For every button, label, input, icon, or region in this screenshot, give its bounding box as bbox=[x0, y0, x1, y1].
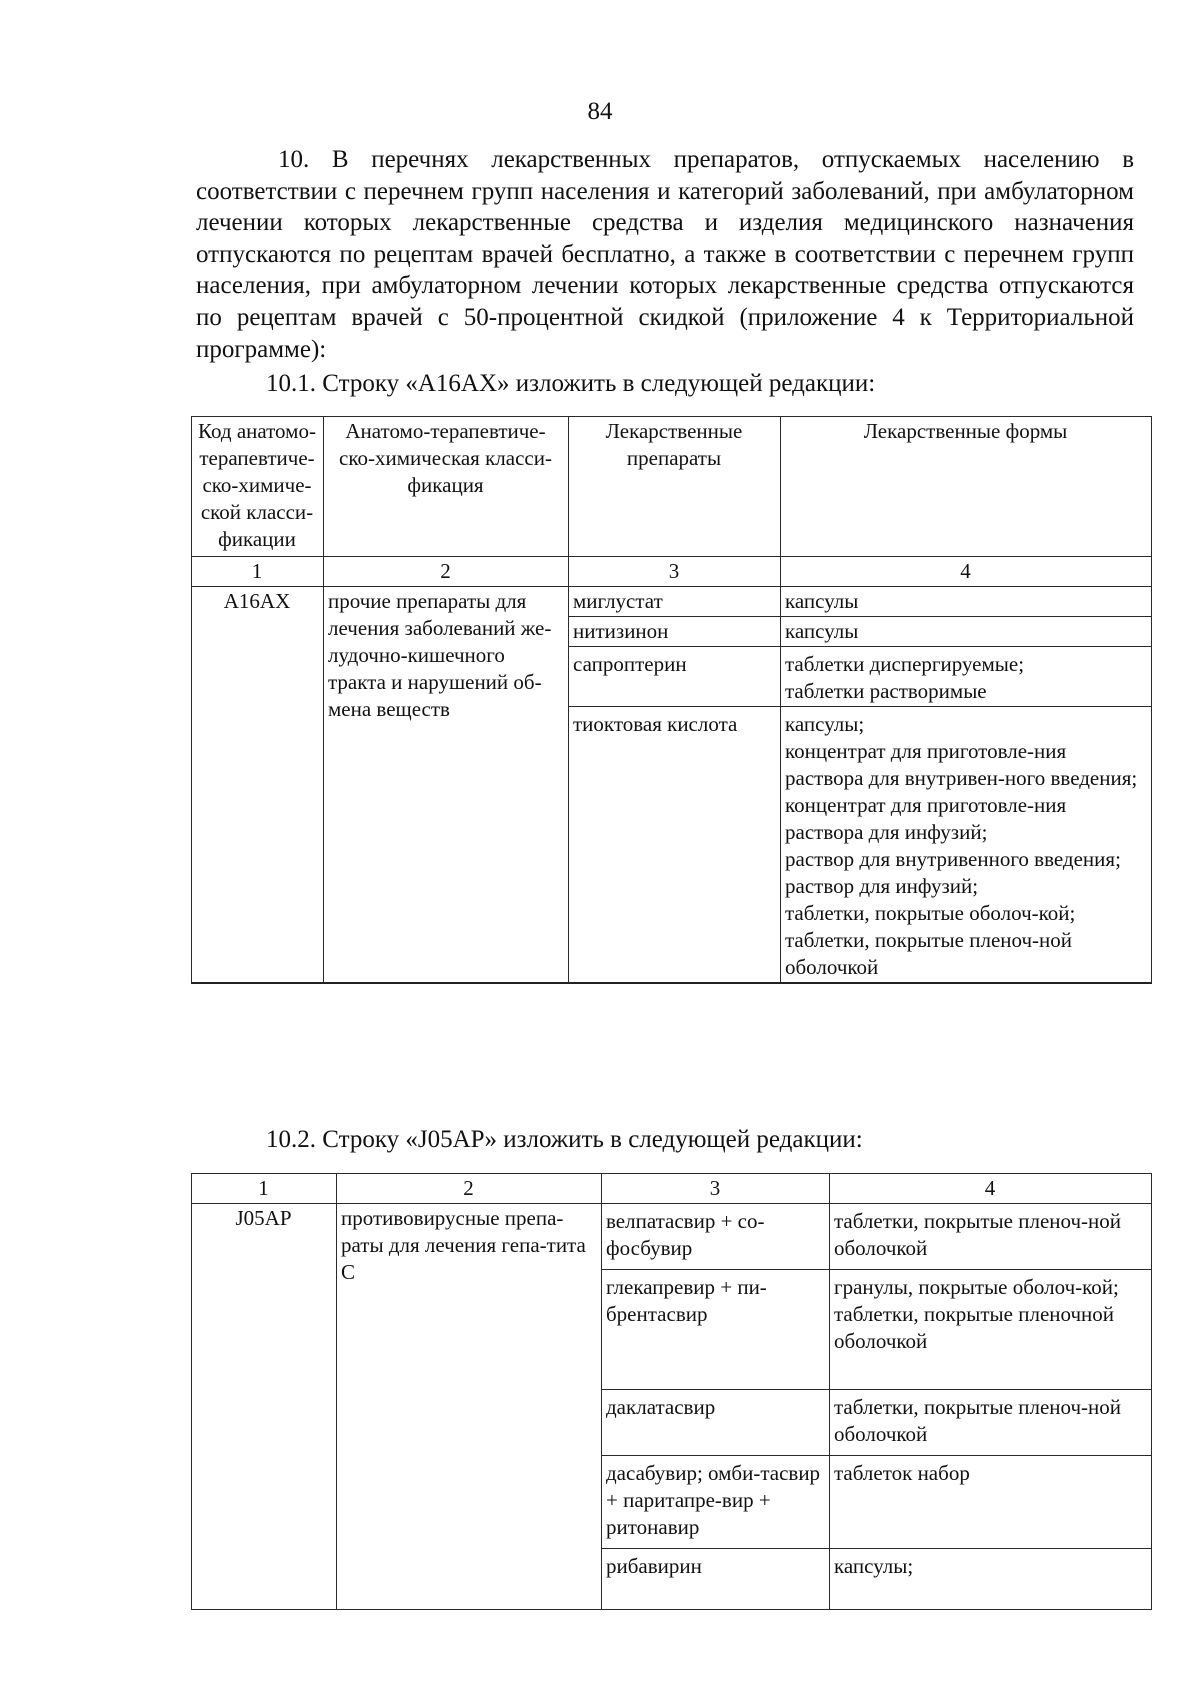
drug-name: дасабувир; омби-тасвир + паритапре-вир + ритонавир bbox=[606, 1461, 821, 1539]
column-number: 4 bbox=[781, 557, 1152, 587]
forms-cell bbox=[830, 1270, 1152, 1390]
classification-text: прочие препараты для лечения заболеваний же-лудочно-кишечного тракта и нарушений об-мена веществ bbox=[328, 589, 552, 721]
intro-paragraph: 10. В перечнях лекарственных препаратов, отпускаемых населению в соответствии с перечнем групп населения и категорий заболеваний, при амбулаторном лечении которых лекарственные средства и изделия медицинского назначения отпускаются по рецептам врачей бесплатно, а также в соответствии с перечнем групп населения, при амбулаторном лечении которых лекарственные средства отпускаются по рецептам врачей с 50-процентной скидкой (приложение 4 к Территориальной программе): bbox=[196, 146, 1134, 363]
drug-forms: капсулы bbox=[785, 589, 859, 613]
drug-forms: таблетки диспергируемые; таблетки растворимые bbox=[785, 652, 1025, 703]
column-number-row bbox=[192, 1174, 1152, 1204]
drug-forms: капсулы; bbox=[834, 1554, 914, 1578]
drug-name: велпатасвир + со-фосбувир bbox=[606, 1209, 765, 1260]
header-drugs-text: Лекарственные препараты bbox=[605, 419, 743, 470]
classification-cell bbox=[337, 1204, 602, 1610]
drug-name: тиоктовая кислота bbox=[573, 712, 738, 736]
column-number-row bbox=[192, 557, 1152, 587]
table-row bbox=[192, 587, 1152, 617]
header-cell-code bbox=[192, 417, 324, 557]
table-header-row bbox=[192, 417, 1152, 557]
drug-cell bbox=[569, 647, 781, 707]
forms-cell bbox=[781, 617, 1152, 647]
drug-forms: капсулы; концентрат для приготовле-ния раствора для внутривен-ного введения; концентрат для приготовле-ния раствора для инфузий; раствор для внутривенного введения; раствор для инфузий; таблетки, покрытые оболоч-кой; таблетки, покрытые пленоч-ной оболочкой bbox=[785, 712, 1138, 979]
table-j05ap bbox=[191, 1173, 1152, 1610]
drug-forms: таблетки, покрытые пленоч-ной оболочкой bbox=[834, 1395, 1122, 1446]
forms-cell bbox=[830, 1456, 1152, 1549]
classification-text: противовирусные препа-раты для лечения гепа-тита С bbox=[341, 1206, 586, 1284]
header-code-text: Код анатомо-терапевтиче-ско-химиче-ской класси-фикации bbox=[198, 419, 316, 551]
header-cell-classification bbox=[324, 417, 569, 557]
drug-cell bbox=[569, 707, 781, 984]
drug-cell bbox=[602, 1204, 830, 1270]
column-number: 1 bbox=[192, 1174, 337, 1204]
column-number: 4 bbox=[830, 1174, 1152, 1204]
drug-forms: гранулы, покрытые оболоч-кой; таблетки, покрытые пленочной оболочкой bbox=[834, 1275, 1119, 1353]
page-number: 84 bbox=[587, 98, 613, 125]
column-number: 3 bbox=[569, 557, 781, 587]
drug-name: нитизинон bbox=[573, 619, 669, 643]
column-number: 2 bbox=[324, 557, 569, 587]
drug-name: глекапревир + пи-брентасвир bbox=[606, 1275, 767, 1326]
drug-cell bbox=[569, 587, 781, 617]
forms-cell bbox=[781, 707, 1152, 984]
header-forms-text: Лекарственные формы bbox=[863, 419, 1068, 443]
drug-name: сапроптерин bbox=[573, 652, 687, 676]
forms-cell bbox=[830, 1390, 1152, 1456]
column-number: 1 bbox=[192, 557, 324, 587]
table-row bbox=[192, 1204, 1152, 1270]
header-cell-drugs bbox=[569, 417, 781, 557]
drug-cell bbox=[602, 1549, 830, 1610]
section-heading-10-2: 10.2. Строку «J05AP» изложить в следующей редакции: bbox=[266, 1126, 863, 1153]
drug-name: рибавирин bbox=[606, 1554, 702, 1578]
drug-cell bbox=[602, 1390, 830, 1456]
drug-cell bbox=[602, 1270, 830, 1390]
forms-cell bbox=[781, 587, 1152, 617]
drug-cell bbox=[569, 617, 781, 647]
table-a16ax bbox=[191, 416, 1152, 984]
atc-code-cell bbox=[192, 587, 324, 984]
section-heading-10-1: 10.1. Строку «А16АХ» изложить в следующей редакции: bbox=[266, 370, 876, 397]
atc-code-cell bbox=[192, 1204, 337, 1610]
drug-name: даклатасвир bbox=[606, 1395, 716, 1419]
drug-forms: капсулы bbox=[785, 619, 859, 643]
drug-cell bbox=[602, 1456, 830, 1549]
atc-code: J05AP bbox=[235, 1206, 292, 1230]
column-number: 2 bbox=[337, 1174, 602, 1204]
header-cell-forms bbox=[781, 417, 1152, 557]
forms-cell bbox=[781, 647, 1152, 707]
drug-name: миглустат bbox=[573, 589, 663, 613]
atc-code: А16АХ bbox=[223, 589, 291, 613]
drug-forms: таблеток набор bbox=[834, 1461, 970, 1485]
forms-cell bbox=[830, 1549, 1152, 1610]
header-classification-text: Анатомо-терапевтиче-ско-химическая класси-фикация bbox=[339, 419, 552, 497]
forms-cell bbox=[830, 1204, 1152, 1270]
drug-forms: таблетки, покрытые пленоч-ной оболочкой bbox=[834, 1209, 1122, 1260]
column-number: 3 bbox=[602, 1174, 830, 1204]
classification-cell bbox=[324, 587, 569, 984]
